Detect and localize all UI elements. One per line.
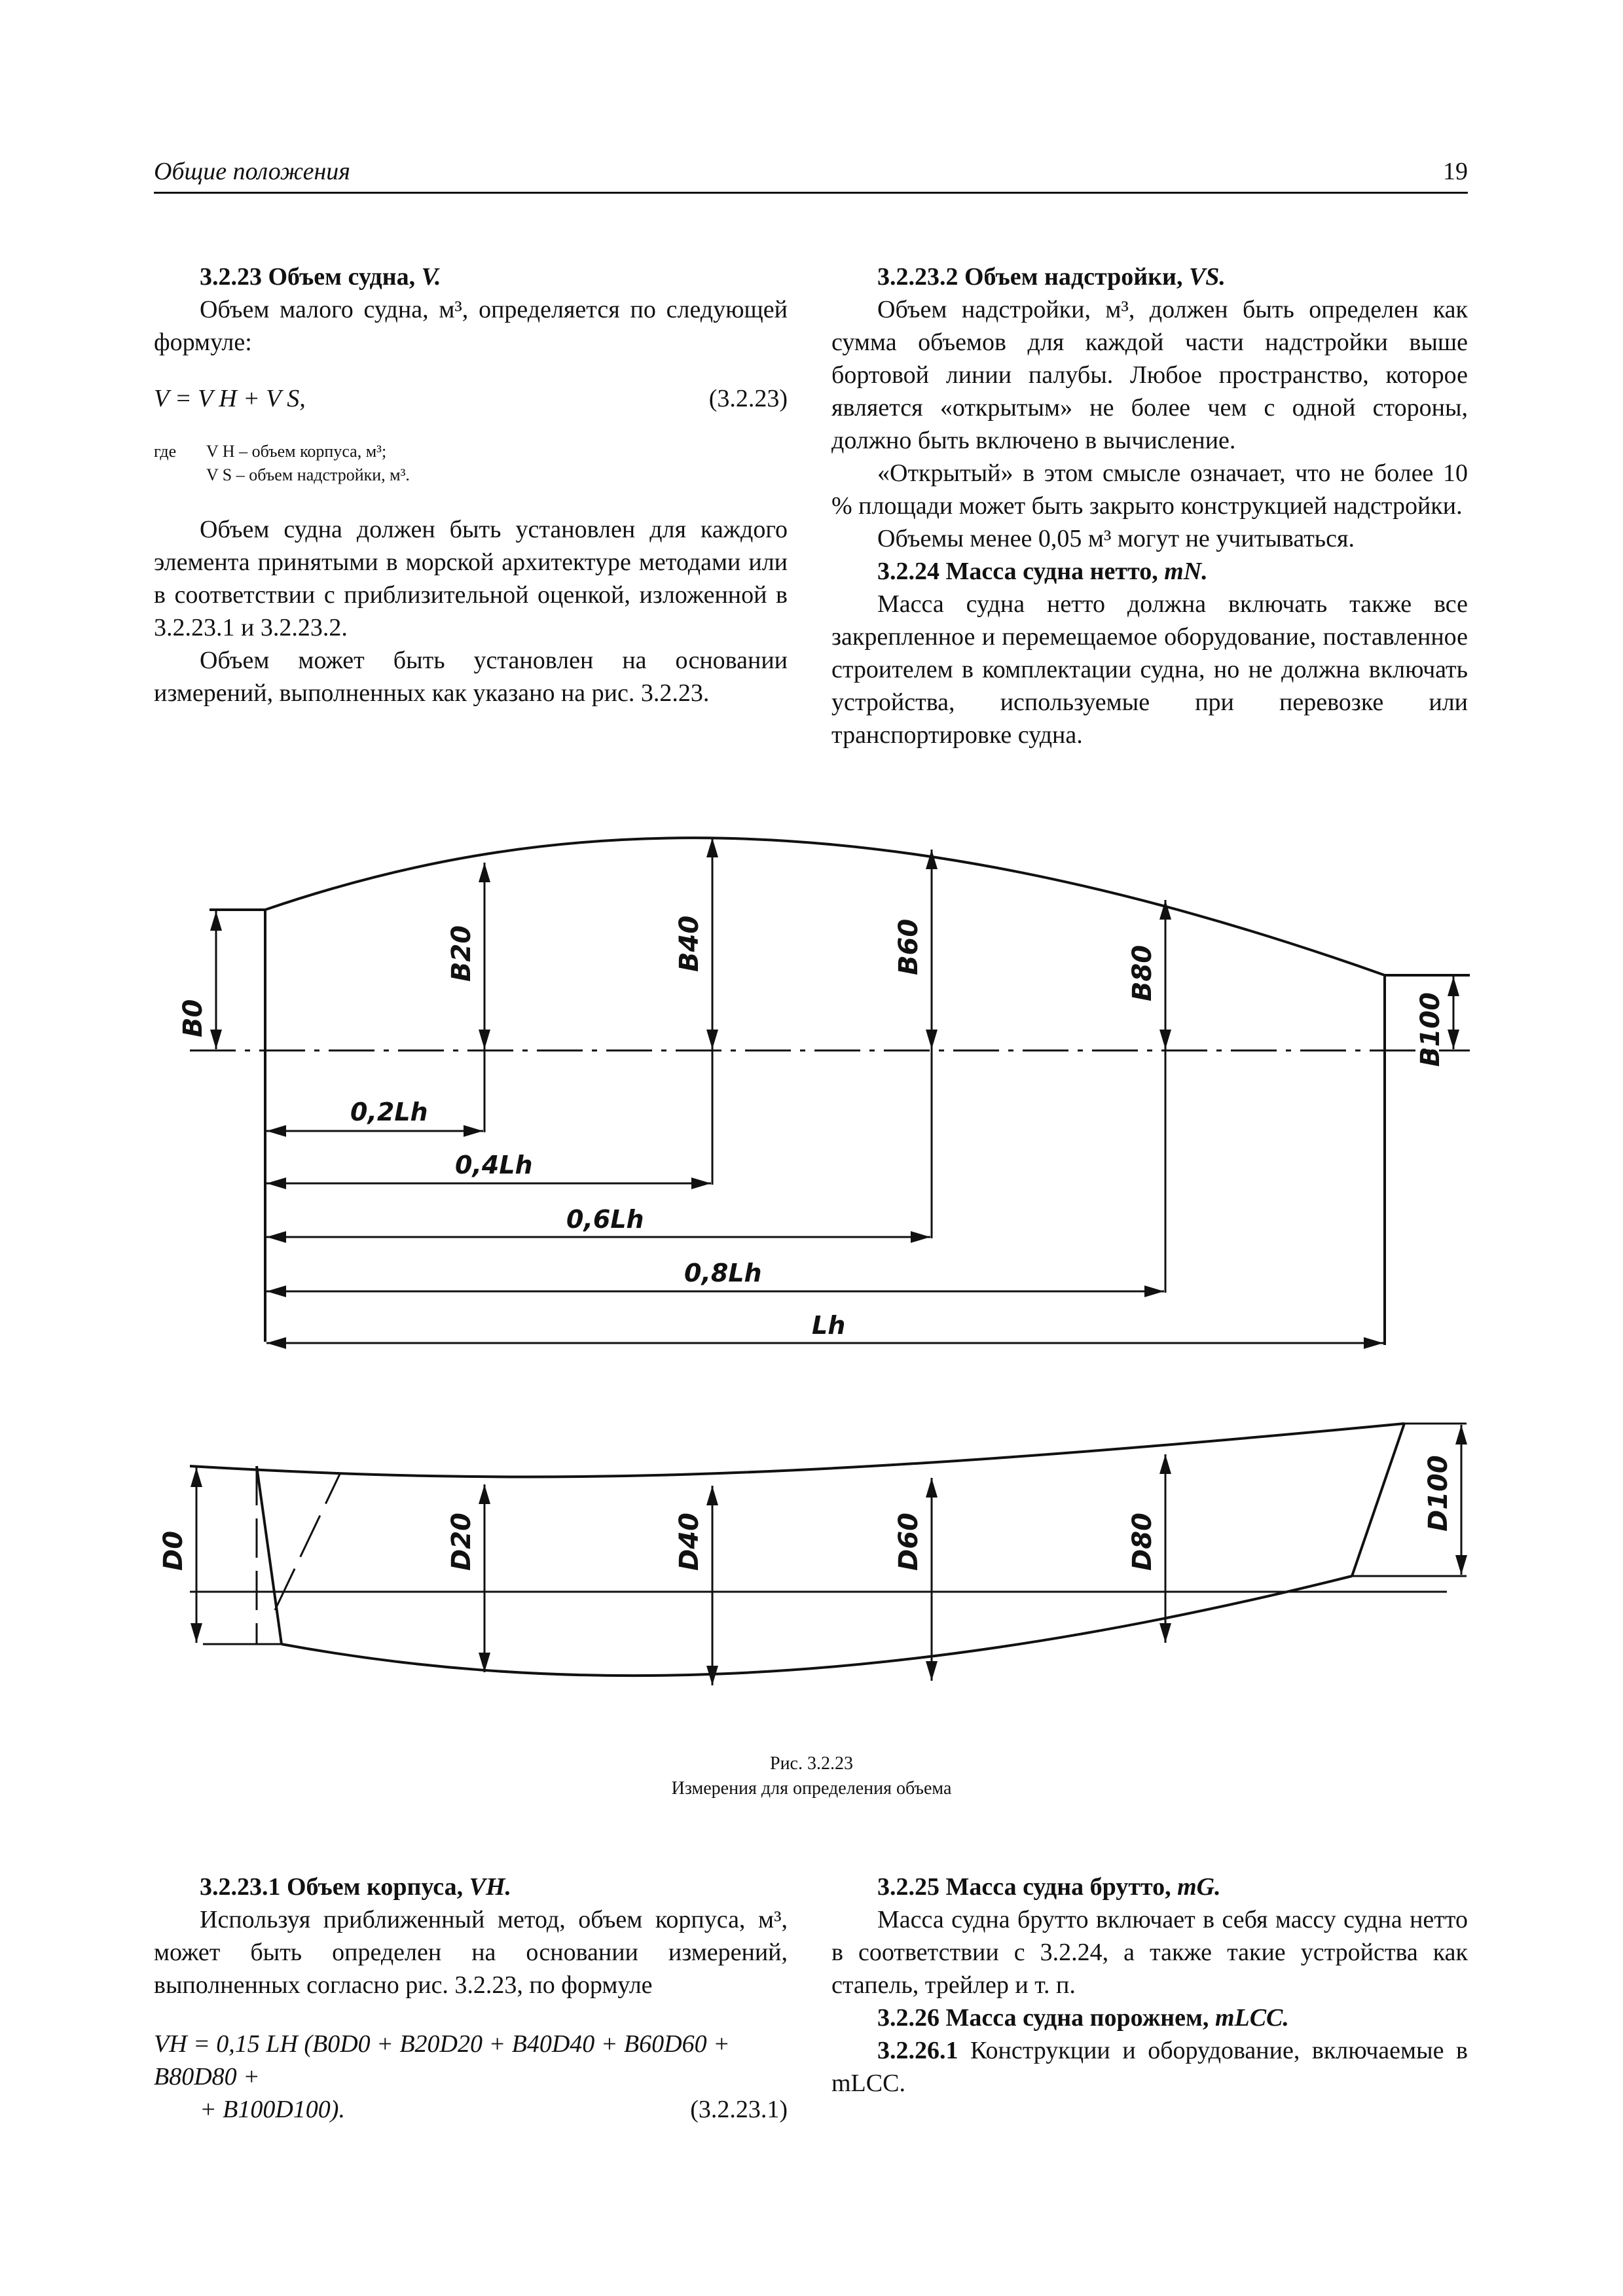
- label-b80: B80: [1127, 944, 1158, 1001]
- label-0-2lh: 0,2Lh: [350, 1098, 428, 1126]
- paragraph: Объем надстройки, м³, должен быть определен как сумма объемов для каждой части надстройки выше бортовой линии палубы. Любое пространство, которое является «открытым» не более чем с одной стороны, должно быть включено в вычисление.: [831, 296, 1468, 454]
- paragraph: Используя приближенный метод, объем корпуса, м³, может быть определен на основании измерений, выполненных согласно рис. 3.2.23, по формуле: [154, 1906, 788, 1999]
- equation-3-2-23: V = V H + V S, (3.2.23): [154, 385, 788, 412]
- sheer-line: [190, 1424, 1404, 1477]
- label-b40: B40: [674, 915, 704, 972]
- running-header-section: Общие положения: [154, 158, 350, 185]
- label-b0: B0: [178, 999, 208, 1037]
- label-0-8lh: 0,8Lh: [684, 1259, 762, 1287]
- label-d0: D0: [158, 1530, 189, 1571]
- deck-outline-curve: [265, 838, 1385, 975]
- label-b20: B20: [447, 925, 477, 982]
- label-d100: D100: [1423, 1455, 1453, 1532]
- figure-caption: [0, 1751, 1623, 1801]
- paragraph-3-2-26-1: 3.2.26.1 Конструкции и оборудование, включаемые в mLCC.: [831, 2037, 1468, 2097]
- left-column-bottom: [154, 1871, 788, 2126]
- equation-legend: где V H – объем корпуса, м³; V S – объем надстройки, м³.: [154, 442, 410, 484]
- equation-3-2-23-1: VH = 0,15 LH (B0D0 + B20D20 + B40D40 + B60D60 + B80D80 + + B100D100). (3.2.23.1): [154, 2030, 788, 2123]
- paragraph: «Открытый» в этом смысле означает, что не более 10 % площади может быть закрыто конструкцией надстройки.: [831, 459, 1468, 520]
- paragraph: Объемы менее 0,05 м³ могут не учитываться.: [877, 525, 1355, 552]
- heading-3-2-23-2: 3.2.23.2 Объем надстройки, VS.: [877, 263, 1226, 291]
- label-d60: D60: [894, 1513, 924, 1571]
- paragraph: Объем малого судна, м³, определяется по следующей формуле:: [154, 296, 788, 356]
- label-b100: B100: [1415, 992, 1446, 1067]
- paragraph: Объем может быть установлен на основании измерений, выполненных как указано на рис. 3.2.23.: [154, 647, 788, 707]
- heading-3-2-23-1: 3.2.23.1 Объем корпуса, VH.: [200, 1873, 512, 1901]
- label-d40: D40: [674, 1513, 704, 1571]
- page-number: 19: [1443, 158, 1468, 185]
- label-lh: Lh: [812, 1311, 846, 1340]
- heading-3-2-25: 3.2.25 Масса судна брутто, mG.: [877, 1873, 1221, 1901]
- right-column-bottom: [831, 1871, 1468, 2100]
- figure-title: Измерения для определения объема: [671, 1778, 952, 1799]
- label-d80: D80: [1127, 1513, 1158, 1571]
- transom: [257, 1466, 282, 1644]
- label-0-4lh: 0,4Lh: [455, 1151, 533, 1179]
- figure-number: Рис. 3.2.23: [770, 1753, 853, 1774]
- paragraph: Объем судна должен быть установлен для каждого элемента принятыми в морской архитектуре методами или в соответствии с приблизительной оценкой, изложенной в 3.2.23.1 и 3.2.23.2.: [154, 516, 788, 641]
- paragraph: Масса судна брутто включает в себя массу судна нетто в соответствии с 3.2.24, а также такие устройства как стапель, трейлер и т. п.: [831, 1906, 1468, 1999]
- heading-3-2-23: 3.2.23 Объем судна, V.: [200, 263, 441, 291]
- paragraph: Масса судна нетто должна включать также все закрепленное и перемещаемое оборудование, поставленное строителем в комплектации судна, но не должна включать устройства, используемые при перевозке или транспортировке судна.: [831, 590, 1468, 749]
- heading-3-2-24: 3.2.24 Масса судна нетто, mN.: [877, 558, 1208, 585]
- label-0-6lh: 0,6Lh: [566, 1205, 644, 1234]
- label-d20: D20: [447, 1513, 477, 1571]
- label-b60: B60: [894, 918, 924, 975]
- heading-3-2-26: 3.2.26 Масса судна порожнем, mLCC.: [877, 2004, 1289, 2032]
- stem: [1352, 1424, 1404, 1576]
